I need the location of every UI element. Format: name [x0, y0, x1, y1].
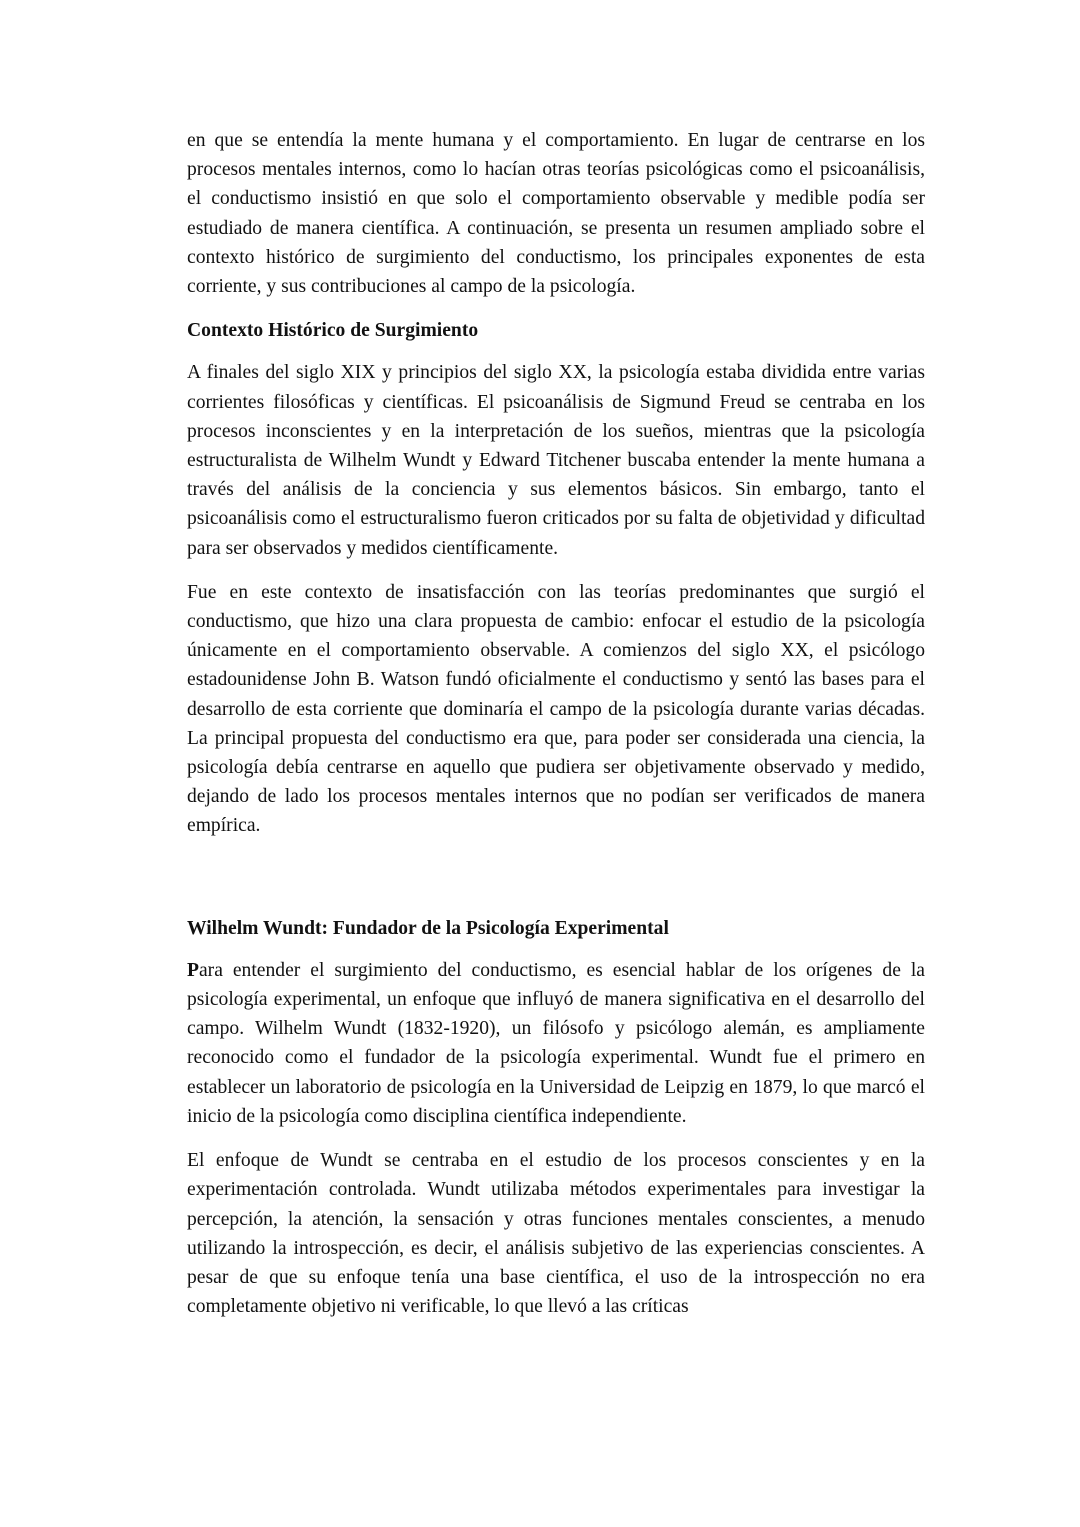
bold-initial-letter: P: [187, 959, 199, 981]
paragraph-contexto-1: A finales del siglo XIX y principios del siglo XX, la psicología estaba dividida entre varias corrientes filosóficas y científicas. El psicoanálisis de Sigmund Freud se centraba en los procesos inconscientes y en la interpretación de los sueños, mientras que la psicología estructuralista de Wilhelm Wundt y Edward Titchener buscaba entender la mente humana a través del análisis de la conciencia y sus elementos básicos. Sin embargo, tanto el psicoanálisis como el estructuralismo fueron criticados por su falta de objetividad y dificultad para ser observados y medidos científicamente.: [187, 362, 925, 559]
section-heading-wilhelm-wundt: Wilhelm Wundt: Fundador de la Psicología Experimental: [187, 917, 669, 939]
paragraph-wundt-1: [187, 956, 925, 1131]
paragraph-wundt-2: El enfoque de Wundt se centraba en el estudio de los procesos conscientes y en la experimentación controlada. Wundt utilizaba métodos experimentales para investigar la percepción, la atención, la sensación y otras funciones mentales conscientes, a menudo utilizando la introspección, es decir, el análisis subjetivo de las experiencias conscientes. A pesar de que su enfoque tenía una base científica, el uso de la introspección no era completamente objetivo ni verificable, lo que llevó a las críticas: [187, 1150, 925, 1318]
section-spacer: [187, 856, 925, 914]
document-page: [187, 126, 925, 1336]
intro-paragraph: en que se entendía la mente humana y el comportamiento. En lugar de centrarse en los procesos mentales internos, como lo hacían otras teorías psicológicas como el psicoanálisis, el conductismo insistió en que solo el comportamiento observable y medible podía ser estudiado de manera científica. A continuación, se presenta un resumen ampliado sobre el contexto histórico de surgimiento del conductismo, los principales exponentes de esta corriente, y sus contribuciones al campo de la psicología.: [187, 130, 925, 298]
paragraph-contexto-2: Fue en este contexto de insatisfacción con las teorías predominantes que surgió el conductismo, que hizo una clara propuesta de cambio: enfocar el estudio de la psicología únicamente en el comportamiento observable. A comienzos del siglo XX, el psicólogo estadounidense John B. Watson fundó oficialmente el conductismo y sentó las bases para el desarrollo de esta corriente que dominaría el campo de la psicología durante varias décadas. La principal propuesta del conductismo era que, para poder ser considerada una ciencia, la psicología debía centrarse en aquello que pudiera ser objetivamente observado y medido, dejando de lado los procesos mentales internos que no podían ser verificados de manera empírica.: [187, 581, 925, 837]
paragraph-wundt-1-text: ara entender el surgimiento del conductismo, es esencial hablar de los orígenes de la psicología experimental, un enfoque que influyó de manera significativa en el desarrollo del campo. Wilhelm Wundt (1832-1920), un filósofo y psicólogo alemán, es ampliamente reconocido como el fundador de la psicología experimental. Wundt fue el primero en establecer un laboratorio de psicología en la Universidad de Leipzig en 1879, lo que marcó el inicio de la psicología como disciplina científica independiente.: [187, 959, 925, 1127]
section-heading-contexto-historico: Contexto Histórico de Surgimiento: [187, 320, 479, 342]
